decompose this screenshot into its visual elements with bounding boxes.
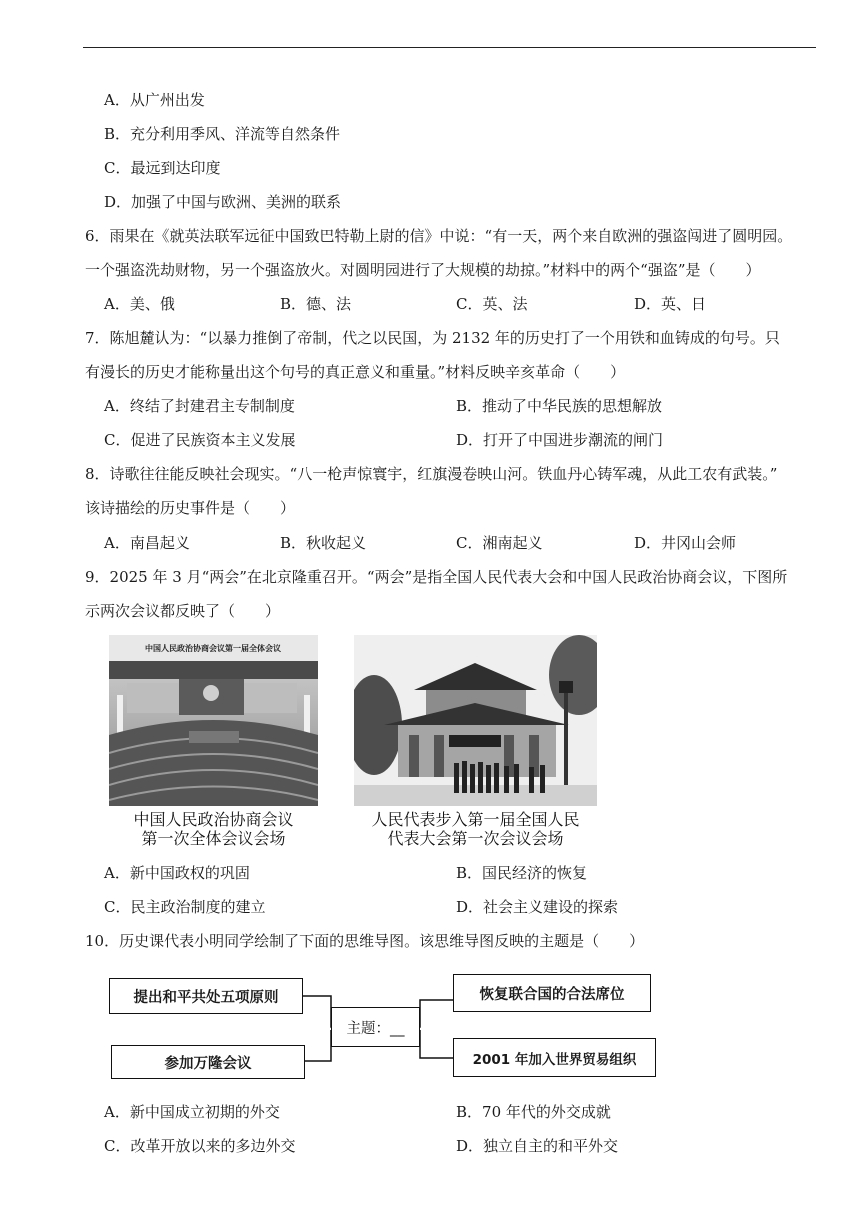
mindmap-right-bottom-label: 2001 年加入世界贸易组织 — [472, 1051, 637, 1068]
cppcc-banner-text: 中国人民政治协商会议第一届全体会议 — [145, 644, 281, 653]
q9-option-b[interactable]: B．国民经济的恢复 — [456, 864, 588, 882]
q7-option-d[interactable]: D．打开了中国进步潮流的闸门 — [456, 431, 664, 449]
mindmap-left-top-box — [109, 978, 303, 1014]
q9-option-d[interactable]: D．社会主义建设的探索 — [456, 898, 619, 916]
mindmap-right-top-box — [453, 974, 651, 1012]
q5-option-a[interactable]: A．从广州出发 — [104, 91, 205, 109]
q5-option-c[interactable]: C．最远到达印度 — [104, 159, 221, 177]
mindmap-left-bottom-label: 参加万隆会议 — [164, 1055, 252, 1072]
photo1-caption-line-2: 第一次全体会议会场 — [141, 829, 286, 848]
q6-option-a[interactable]: A．美、俄 — [104, 295, 175, 313]
q10-stem-line-1: 10．历史课代表小明同学绘制了下面的思维导图。该思维导图反映的主题是（ ） — [85, 932, 645, 950]
q6-stem-line-2: 一个强盗洗劫财物，另一个强盗放火。对圆明园进行了大规模的劫掠。”材料中的两个“强盗”是（ ） — [85, 261, 761, 279]
mindmap-left-bottom-box — [111, 1045, 305, 1079]
q7-option-b[interactable]: B．推动了中华民族的思想解放 — [456, 397, 663, 415]
q6-option-d[interactable]: D．英、日 — [634, 295, 707, 313]
q10-option-c[interactable]: C．改革开放以来的多边外交 — [104, 1137, 296, 1155]
q8-option-a[interactable]: A．南昌起义 — [104, 534, 190, 552]
q5-option-d[interactable]: D．加强了中国与欧洲、美洲的联系 — [104, 193, 342, 211]
q7-stem-line-2: 有漫长的历史才能称量出这个句号的真正意义和重量。”材料反映辛亥革命（ ） — [85, 363, 626, 381]
q8-option-b[interactable]: B．秋收起义 — [280, 534, 367, 552]
photo1-caption-line-1: 中国人民政治协商会议 — [133, 810, 294, 829]
q8-option-d[interactable]: D．井冈山会师 — [634, 534, 737, 552]
q7-option-c[interactable]: C．促进了民族资本主义发展 — [104, 431, 296, 449]
q10-option-b[interactable]: B．70 年代的外交成就 — [456, 1103, 611, 1121]
photo2-caption-line-1: 人民代表步入第一届全国人民 — [371, 810, 580, 829]
q6-option-c[interactable]: C．英、法 — [456, 295, 528, 313]
mindmap-left-top-label: 提出和平共处五项原则 — [133, 989, 279, 1006]
q9-stem-line-2: 示两次会议都反映了（ ） — [85, 602, 281, 620]
q8-option-c[interactable]: C．湘南起义 — [456, 534, 543, 552]
q9-option-c[interactable]: C．民主政治制度的建立 — [104, 898, 266, 916]
q8-stem-line-2: 该诗描绘的历史事件是（ ） — [85, 499, 296, 517]
q7-option-a[interactable]: A．终结了封建君主专制制度 — [104, 397, 295, 415]
q10-option-d[interactable]: D．独立自主的和平外交 — [456, 1137, 619, 1155]
mindmap-right-bottom-box — [453, 1038, 656, 1077]
mindmap-center-box — [331, 1007, 420, 1047]
q9-option-a[interactable]: A．新中国政权的巩固 — [104, 864, 250, 882]
q10-option-a[interactable]: A．新中国成立初期的外交 — [104, 1103, 280, 1121]
q6-option-b[interactable]: B．德、法 — [280, 295, 352, 313]
mindmap-center-label: 主题：__ — [346, 1020, 405, 1037]
q7-stem-line-1: 7．陈旭麓认为：“以暴力推倒了帝制，代之以民国，为 2132 年的历史打了一个用铁和血铸成的句号。只 — [85, 329, 780, 347]
q6-stem-line-1: 6．雨果在《就英法联军远征中国致巴特勒上尉的信》中说：“有一天，两个来自欧洲的强盗闯进了圆明园。 — [85, 227, 793, 245]
q9-stem-line-1: 9．2025 年 3 月“两会”在北京隆重召开。“两会”是指全国人民代表大会和中国人民政治协商会议，下图所 — [85, 568, 788, 586]
q5-option-b[interactable]: B．充分利用季风、洋流等自然条件 — [104, 125, 341, 143]
q8-stem-line-1: 8．诗歌往往能反映社会现实。“八一枪声惊寰宇，红旗漫卷映山河。铁血丹心铸军魂，从此工农有武装。” — [85, 465, 778, 483]
mindmap-right-top-label: 恢复联合国的合法席位 — [479, 986, 625, 1003]
photo2-caption-line-2: 代表大会第一次会议会场 — [387, 829, 564, 848]
